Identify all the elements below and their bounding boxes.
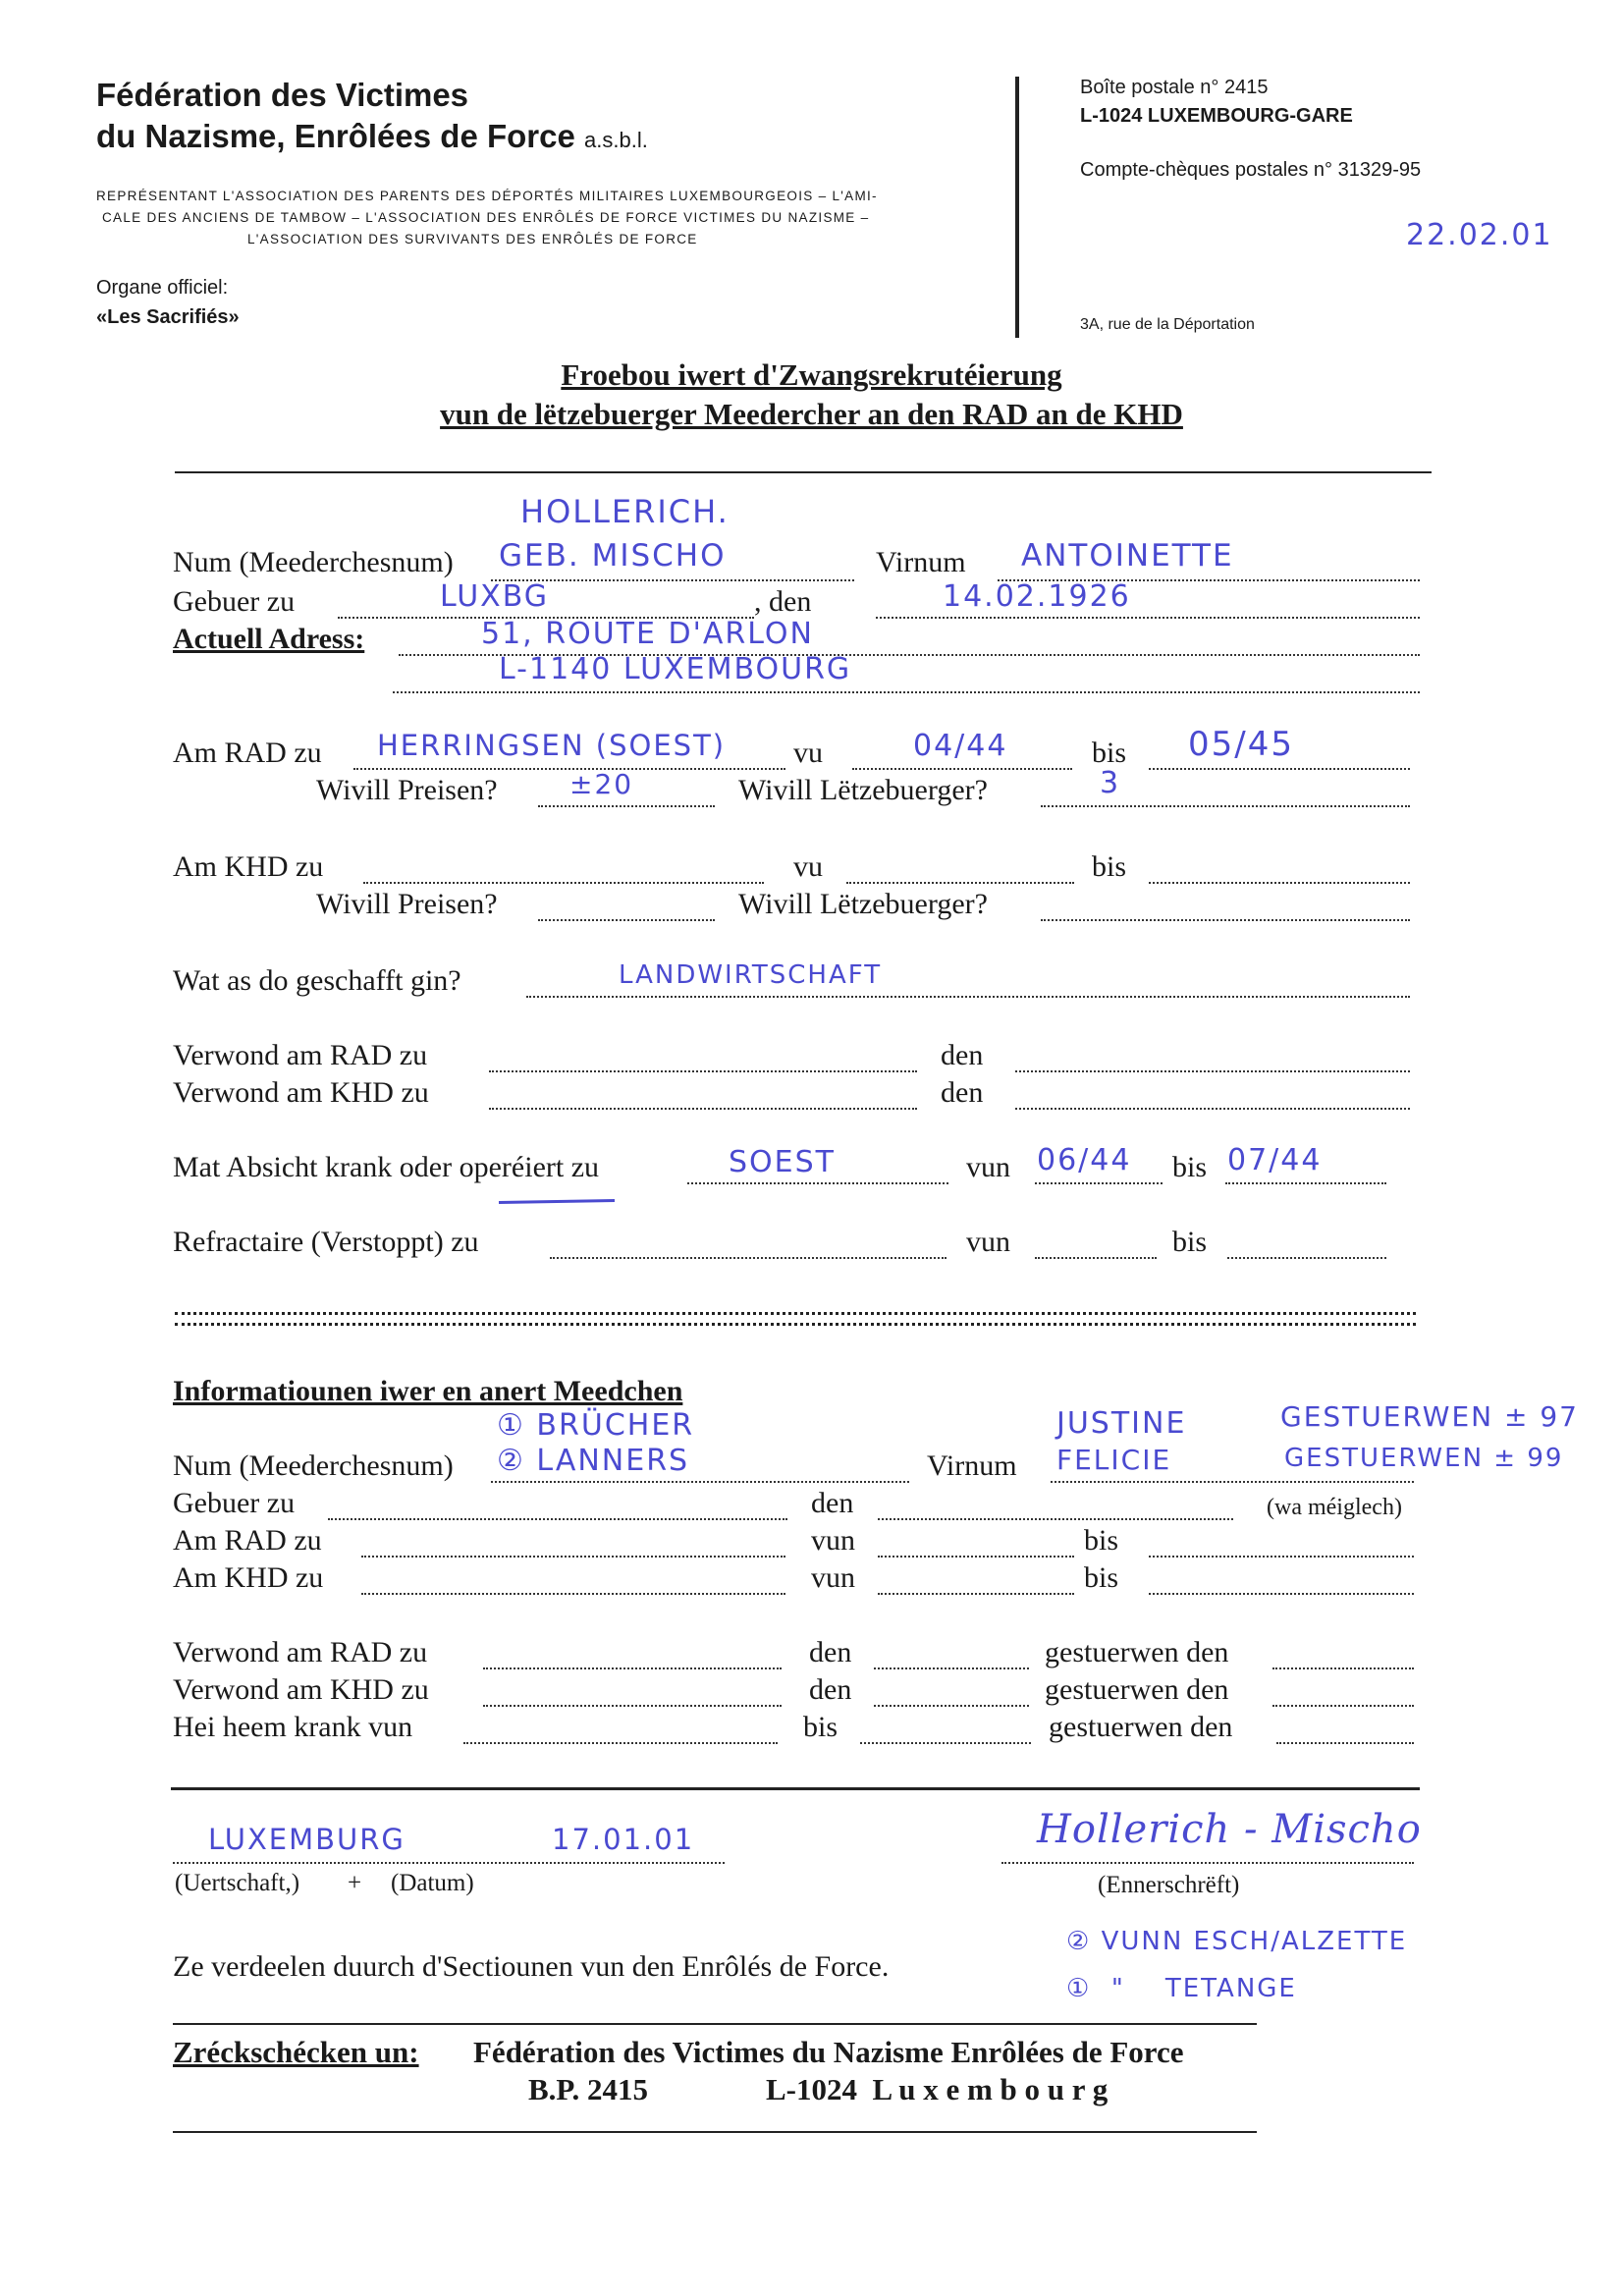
other-sick-home-dots <box>463 1742 778 1744</box>
other-wounded-khd-date-dots <box>874 1705 1029 1707</box>
khd-to-label: bis <box>1092 850 1127 883</box>
refractaire-label: Refractaire (Verstoppt) zu <box>173 1226 479 1258</box>
org-name-line2 <box>96 116 648 161</box>
other-khd-dots <box>361 1593 785 1595</box>
other-name-1: ① BRÜCHER <box>497 1408 695 1443</box>
khd-prussians-label: Wivill Preisen? <box>316 888 498 920</box>
khd-to-dots <box>1149 882 1410 884</box>
form-title-line2: vun de lëtzebuerger Meedercher an den RAD an de KHD <box>440 397 1183 431</box>
other-wounded-khd-label: Verwond am KHD zu <box>173 1673 429 1706</box>
wounded-khd-label: Verwond am KHD zu <box>173 1076 429 1109</box>
other-rad-from-dots <box>878 1556 1074 1558</box>
other-wounded-rad-died-label: gestuerwen den <box>1045 1636 1229 1668</box>
other-wounded-rad-date-dots <box>874 1667 1029 1669</box>
signature-handwritten: Hollerich - Mischo <box>1037 1807 1422 1852</box>
other-firstname-2: FELICIE <box>1056 1444 1172 1476</box>
other-rad-dots <box>361 1556 785 1558</box>
other-sick-home-died-dots <box>1276 1742 1414 1744</box>
distribution-note-2: ① " TETANGE <box>1066 1974 1297 2003</box>
khd-from-dots <box>846 882 1074 884</box>
rad-luxembourgers-value: 3 <box>1100 766 1121 800</box>
other-sick-home-label: Hei heem krank vun <box>173 1711 413 1743</box>
name-label: Num (Meederchesnum) <box>173 546 454 578</box>
other-wounded-rad-den: den <box>809 1636 852 1668</box>
distribution-note-1: ② VUNN ESCH/ALZETTE <box>1066 1927 1408 1956</box>
sick-to-value: 07/44 <box>1227 1143 1323 1177</box>
sick-place-value: SOEST <box>729 1145 836 1179</box>
rad-prussians-value: ±20 <box>569 768 634 800</box>
other-birth-dots <box>328 1518 787 1520</box>
other-firstname-1: JUSTINE <box>1056 1406 1187 1441</box>
rad-to-value: 05/45 <box>1188 725 1294 764</box>
rad-luxembourgers-dots <box>1041 805 1410 807</box>
other-birth-den-label: den <box>811 1487 854 1519</box>
address-line2-value: L-1140 LUXEMBOURG <box>499 652 852 686</box>
other-wounded-khd-den: den <box>809 1673 852 1706</box>
sick-to-label: bis <box>1172 1151 1208 1183</box>
other-rad-label: Am RAD zu <box>173 1524 322 1557</box>
place-date-dots <box>173 1862 725 1864</box>
postal-code: L-1024 LUXEMBOURG-GARE <box>1080 105 1353 127</box>
signature-top-rule <box>171 1787 1420 1790</box>
other-rad-to-dots <box>1149 1556 1414 1558</box>
signature-date-value: 17.01.01 <box>552 1823 695 1856</box>
birth-place-value: LUXBG <box>440 579 550 614</box>
other-khd-from-dots <box>878 1593 1074 1595</box>
other-rad-vun-label: vun <box>811 1524 855 1557</box>
work-label: Wat as do geschafft gin? <box>173 964 461 997</box>
refractaire-place-dots <box>550 1257 947 1259</box>
den-text: den <box>769 585 812 618</box>
rad-from-value: 04/44 <box>913 729 1008 763</box>
sick-from-label: vun <box>966 1151 1010 1183</box>
other-wounded-rad-dots <box>483 1667 782 1669</box>
operated-underline <box>499 1199 615 1204</box>
rad-luxembourgers-label: Wivill Lëtzebuerger? <box>738 774 988 806</box>
return-org: Fédération des Victimes du Nazisme Enrôlées de Force <box>473 2035 1184 2069</box>
other-firstname-label: Virnum <box>927 1449 1017 1482</box>
sick-from-value: 06/44 <box>1037 1143 1132 1177</box>
khd-place-dots <box>363 882 764 884</box>
other-birth-date-dots <box>878 1518 1233 1520</box>
wounded-rad-date-dots <box>1015 1070 1410 1072</box>
other-khd-bis-label: bis <box>1084 1561 1119 1594</box>
represent-line3: L'ASSOCIATION DES SURVIVANTS DES ENRÔLÉS DE FORCE <box>247 232 698 246</box>
khd-prussians-dots <box>538 919 715 921</box>
header-divider <box>1015 77 1019 338</box>
work-dots <box>526 996 1410 998</box>
khd-label: Am KHD zu <box>173 850 324 883</box>
other-wounded-khd-died-dots <box>1272 1705 1414 1707</box>
wounded-khd-date-dots <box>1015 1108 1410 1110</box>
other-wounded-rad-died-dots <box>1272 1667 1414 1669</box>
section-separator <box>175 1312 1416 1326</box>
represent-line2: CALE DES ANCIENS DE TAMBOW – L'ASSOCIATION DES ENRÔLÉS DE FORCE VICTIMES DU NAZISME – <box>102 210 870 225</box>
place-caption: (Uertschaft,) <box>175 1870 300 1896</box>
sick-label: Mat Absicht krank oder operéiert zu <box>173 1151 600 1183</box>
signature-caption: (Ennerschrëft) <box>1098 1872 1240 1898</box>
organ-label: Organe officiel: <box>96 277 229 299</box>
organ-name: «Les Sacrifiés» <box>96 306 240 328</box>
date-caption: (Datum) <box>391 1870 474 1896</box>
other-possible-note: (wa méiglech) <box>1267 1495 1402 1520</box>
other-sick-home-bis: bis <box>803 1711 839 1743</box>
org-name-text: du Nazisme, Enrôlées de Force <box>96 118 575 154</box>
wounded-khd-den-label: den <box>941 1076 984 1109</box>
khd-luxembourgers-dots <box>1041 919 1410 921</box>
plus-sign: + <box>348 1870 362 1896</box>
khd-from-label: vu <box>793 850 823 883</box>
birth-label: Gebuer zu <box>173 585 296 618</box>
address-line1-value: 51, ROUTE D'ARLON <box>481 617 814 651</box>
account-number: Compte-chèques postales n° 31329-95 <box>1080 159 1422 181</box>
refractaire-to-dots <box>1227 1257 1386 1259</box>
other-sick-home-to-dots <box>860 1742 1031 1744</box>
birth-date-dots <box>876 617 1420 619</box>
wounded-khd-dots <box>489 1108 917 1110</box>
rad-to-label: bis <box>1092 737 1127 769</box>
work-value: LANDWIRTSCHAFT <box>619 960 883 990</box>
org-name-line1: Fédération des Victimes <box>96 77 469 113</box>
birth-date-label: , den <box>754 585 812 618</box>
rad-prussians-dots <box>538 805 715 807</box>
sick-from-dots <box>1035 1182 1163 1184</box>
rad-from-label: vu <box>793 737 823 769</box>
signature-dots <box>1001 1862 1414 1864</box>
other-khd-label: Am KHD zu <box>173 1561 324 1594</box>
distribution-text: Ze verdeelen duurch d'Sectiounen vun den Enrôlés de Force. <box>173 1950 890 1983</box>
firstname-label: Virnum <box>876 546 966 578</box>
title-rule <box>175 471 1432 473</box>
address-dots-2 <box>393 691 1420 693</box>
wounded-rad-den-label: den <box>941 1039 984 1071</box>
rad-label: Am RAD zu <box>173 737 322 769</box>
rad-place-value: HERRINGSEN (SOEST) <box>377 729 727 762</box>
sick-place-dots <box>687 1182 948 1184</box>
signature-place-value: LUXEMBURG <box>208 1823 406 1856</box>
return-label: Zréckschécken un: <box>173 2035 419 2069</box>
return-box: B.P. 2415 <box>528 2072 649 2106</box>
khd-luxembourgers-label: Wivill Lëtzebuerger? <box>738 888 988 920</box>
sick-to-dots <box>1225 1182 1386 1184</box>
other-girl-heading: Informatiounen iwer en anert Meedchen <box>173 1375 683 1407</box>
rad-prussians-label: Wivill Preisen? <box>316 774 498 806</box>
wounded-rad-dots <box>489 1070 917 1072</box>
address-label: Actuell Adress: <box>173 623 365 655</box>
return-top-rule <box>173 2023 1257 2025</box>
other-name-dots <box>491 1481 909 1483</box>
refractaire-from-dots <box>1035 1257 1157 1259</box>
wounded-rad-label: Verwond am RAD zu <box>173 1039 428 1071</box>
other-name-2: ② LANNERS <box>497 1444 690 1478</box>
other-khd-to-dots <box>1149 1593 1414 1595</box>
return-bottom-rule <box>173 2131 1257 2133</box>
other-wounded-khd-dots <box>483 1705 782 1707</box>
other-note-1: GESTUERWEN ± 97 <box>1280 1400 1579 1433</box>
other-firstname-dots <box>1051 1481 1414 1483</box>
other-sick-home-died-label: gestuerwen den <box>1049 1711 1233 1743</box>
street-address: 3A, rue de la Déportation <box>1080 316 1255 333</box>
rad-from-dots <box>852 768 1072 770</box>
other-wounded-khd-died-label: gestuerwen den <box>1045 1673 1229 1706</box>
firstname-value: ANTOINETTE <box>1021 538 1234 574</box>
refractaire-from-label: vun <box>966 1226 1010 1258</box>
other-note-2: GESTUERWEN ± 99 <box>1284 1444 1564 1473</box>
rad-to-dots <box>1149 768 1410 770</box>
name-value: GEB. MISCHO <box>499 538 727 574</box>
married-name-value: HOLLERICH. <box>520 493 730 530</box>
other-rad-bis-label: bis <box>1084 1524 1119 1557</box>
received-date: 22.02.01 <box>1406 218 1553 252</box>
org-suffix: a.s.b.l. <box>584 128 648 152</box>
other-name-label: Num (Meederchesnum) <box>173 1449 454 1482</box>
other-birth-label: Gebuer zu <box>173 1487 296 1519</box>
po-box: Boîte postale n° 2415 <box>1080 77 1269 98</box>
birth-date-value: 14.02.1926 <box>943 579 1131 614</box>
represent-line1: REPRÉSENTANT L'ASSOCIATION DES PARENTS DES DÉPORTÉS MILITAIRES LUXEMBOURGEOIS – L'AMI- <box>96 189 878 203</box>
other-wounded-rad-label: Verwond am RAD zu <box>173 1636 428 1668</box>
other-khd-vun-label: vun <box>811 1561 855 1594</box>
return-city: L-1024 L u x e m b o u r g <box>766 2072 1109 2106</box>
form-title-line1: Froebou iwert d'Zwangsrekrutéierung <box>561 357 1062 392</box>
refractaire-to-label: bis <box>1172 1226 1208 1258</box>
